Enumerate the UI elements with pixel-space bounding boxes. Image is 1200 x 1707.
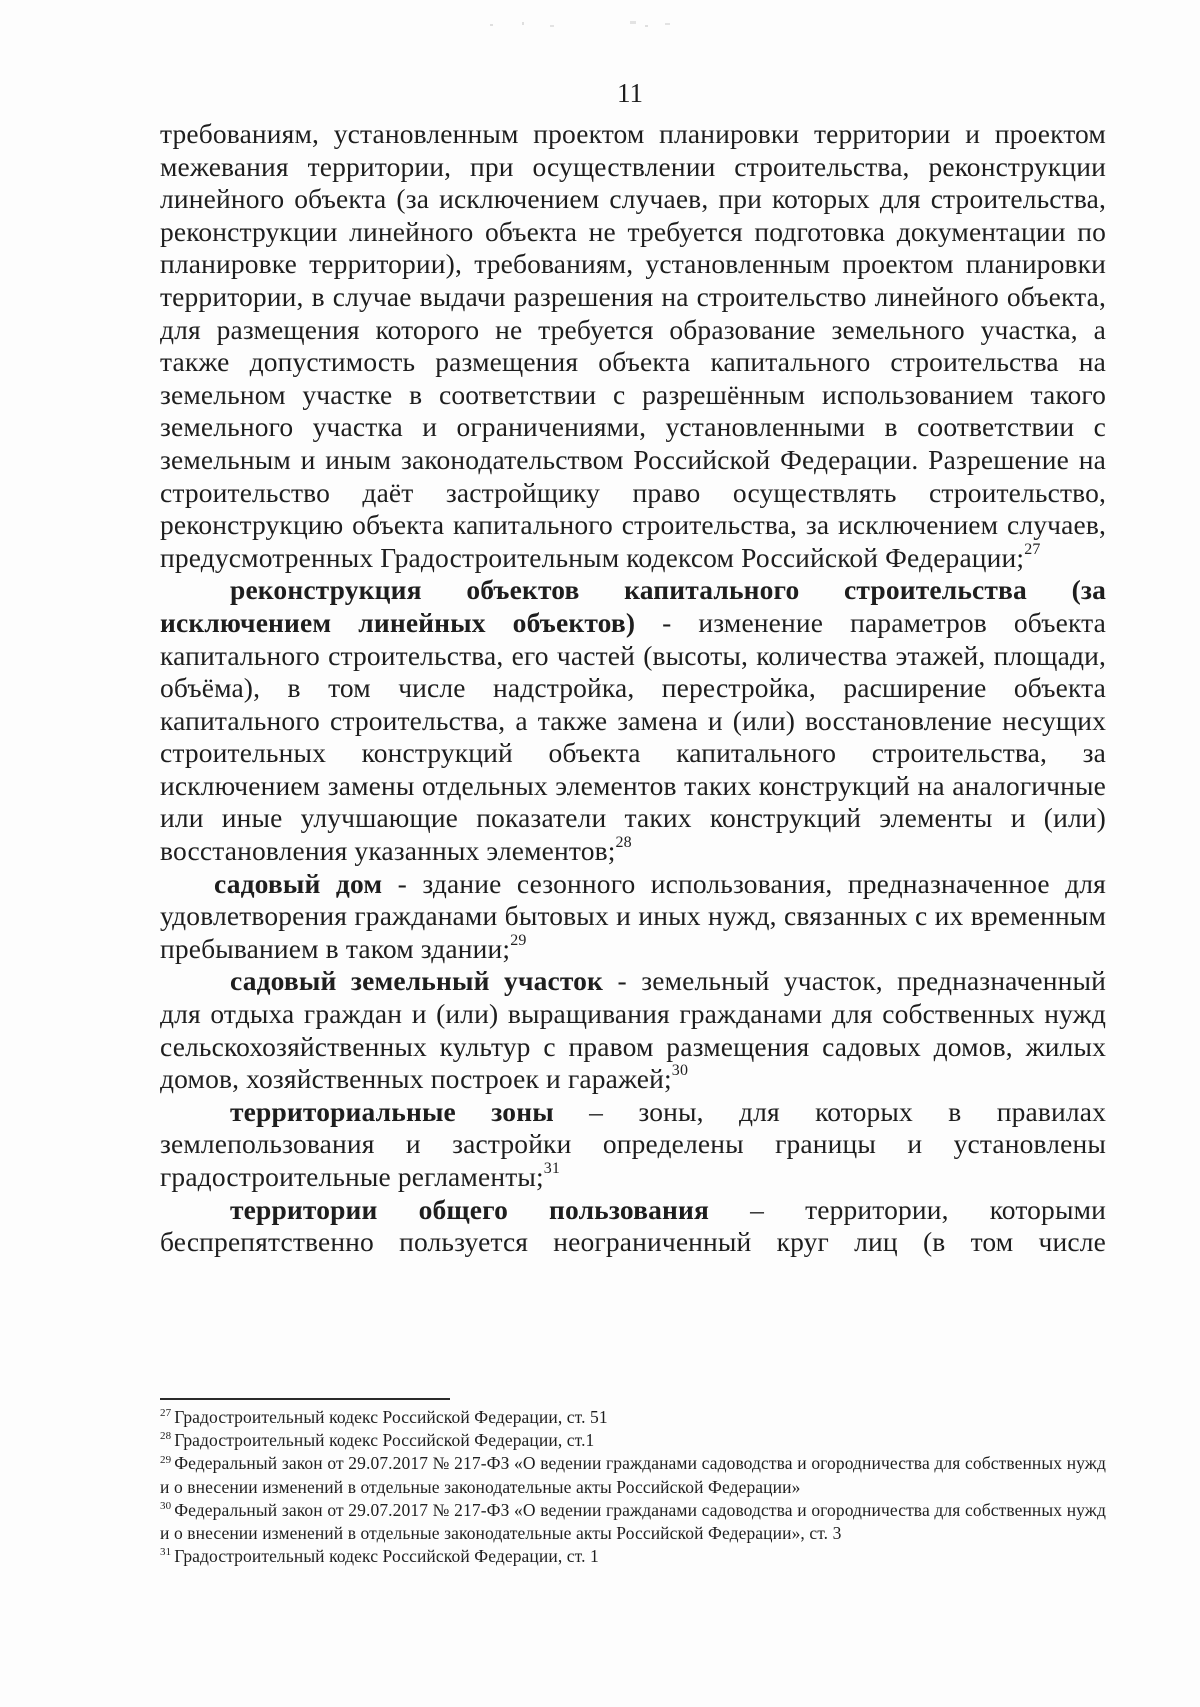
paragraph-text: - здание сезонного использования, предназначенное для удовлетворения гражданами бытовых и иных нужд, связанных с их временным пребыванием в таком здании; [160, 867, 1106, 964]
footnote-mark: 27 [160, 1407, 172, 1420]
footnote-mark: 28 [160, 1430, 172, 1443]
footnote-text: Федеральный закон от 29.07.2017 № 217-ФЗ «О ведении гражданами садоводства и огородничества для собственных нужд и о внесении изменений в отдельные законодательные акты Российской Федерации» [160, 1453, 1106, 1497]
page-number: 11 [617, 78, 643, 108]
paragraph-garden-plot [160, 965, 1106, 1095]
footnote-28 [160, 1429, 1106, 1452]
footnote-mark: 31 [160, 1546, 172, 1559]
paragraph-text: – территории, которыми беспрепятственно пользуется неограниченный круг лиц (в том числе [160, 1193, 1106, 1258]
footnote-29 [160, 1452, 1106, 1498]
paragraph-text: - изменение параметров объекта капитального строительства, его частей (высоты, количества этажей, площади, объёма), в том числе надстройка, перестройка, расширение объекта капитального строительства, а также замена и (или) восстановление несущих строительных конструкций объекта капитального строительства, за исключением замены отдельных элементов таких конструкций на аналогичные или иные улучшающие показатели таких конструкций элементы и (или) восстановления указанных элементов; [160, 606, 1106, 867]
footnote-27 [160, 1406, 1106, 1429]
paragraph-permit-continuation [160, 118, 1106, 574]
footnote-text: Градостроительный кодекс Российской Федерации, ст. 51 [174, 1407, 608, 1427]
paragraph-public-territories [160, 1194, 1106, 1259]
term-garden-house: садовый дом [214, 867, 383, 899]
paragraph-territorial-zones [160, 1096, 1106, 1194]
footnote-ref: 29 [510, 931, 527, 949]
scan-noise [480, 16, 720, 36]
paragraph-reconstruction [160, 574, 1106, 867]
paragraph-text: требованиям, установленным проектом планировки территории и проектом межевания территории, при осуществлении строительства, реконструкции линейного объекта (за исключением случаев, при которых для строительства, реконструкции линейного объекта не требуется подготовка документации по планировке территории), требованиям, установленным проектом планировки территории, в случае выдачи разрешения на строительство линейного объекта, для размещения которого не требуется образование земельного участка, а также допустимость размещения объекта капитального строительства на земельном участке в соответствии с разрешённым использованием такого земельного участка и ограничениями, установленными в соответствии с земельным и иным законодательством Российской Федерации. Разрешение на строительство даёт застройщику право осуществлять строительство, реконструкцию объекта капитального строительства, за исключением случаев, предусмотренных Градостроительным кодексом Российской Федерации; [160, 118, 1106, 573]
term-garden-plot: садовый земельный участок [230, 965, 604, 997]
footnote-mark: 30 [160, 1499, 172, 1512]
body-text [160, 118, 1106, 1259]
term-public-territories: территории общего пользования [230, 1193, 710, 1225]
footnote-text: Градостроительный кодекс Российской Федерации, ст.1 [174, 1430, 595, 1451]
footnote-ref: 31 [543, 1159, 561, 1177]
term-territorial-zones: территориальные зоны [230, 1095, 554, 1127]
paragraph-text: - земельный участок, предназначенный для отдыха граждан и (или) выращивания гражданами для собственных нужд сельскохозяйственных культур с правом размещения садовых домов, жилых домов, хозяйственных построек и гаражей; [160, 965, 1107, 1095]
footnote-30 [160, 1499, 1106, 1545]
footnotes [160, 1406, 1106, 1568]
footnote-ref: 30 [671, 1062, 689, 1080]
footnote-mark: 29 [160, 1453, 172, 1466]
footnote-text: Градостроительный кодекс Российской Федерации, ст. 1 [174, 1546, 599, 1567]
paragraph-text: – зоны, для которых в правилах землепользования и застройки определены границы и установлены градостроительные регламенты; [160, 1095, 1106, 1192]
footnote-text: Федеральный закон от 29.07.2017 № 217-ФЗ «О ведении гражданами садоводства и огородничества для собственных нужд и о внесении изменений в отдельные законодательные акты Российской Федерации», ст. 3 [160, 1499, 1106, 1544]
footnote-ref: 27 [1024, 540, 1041, 558]
term-reconstruction: реконструкция объектов капитального строительства (за исключением линейных объектов) [160, 574, 1106, 638]
footnote-separator [160, 1398, 450, 1400]
footnote-31 [160, 1545, 1106, 1568]
paragraph-garden-house [160, 868, 1106, 966]
footnote-ref: 28 [615, 833, 632, 851]
